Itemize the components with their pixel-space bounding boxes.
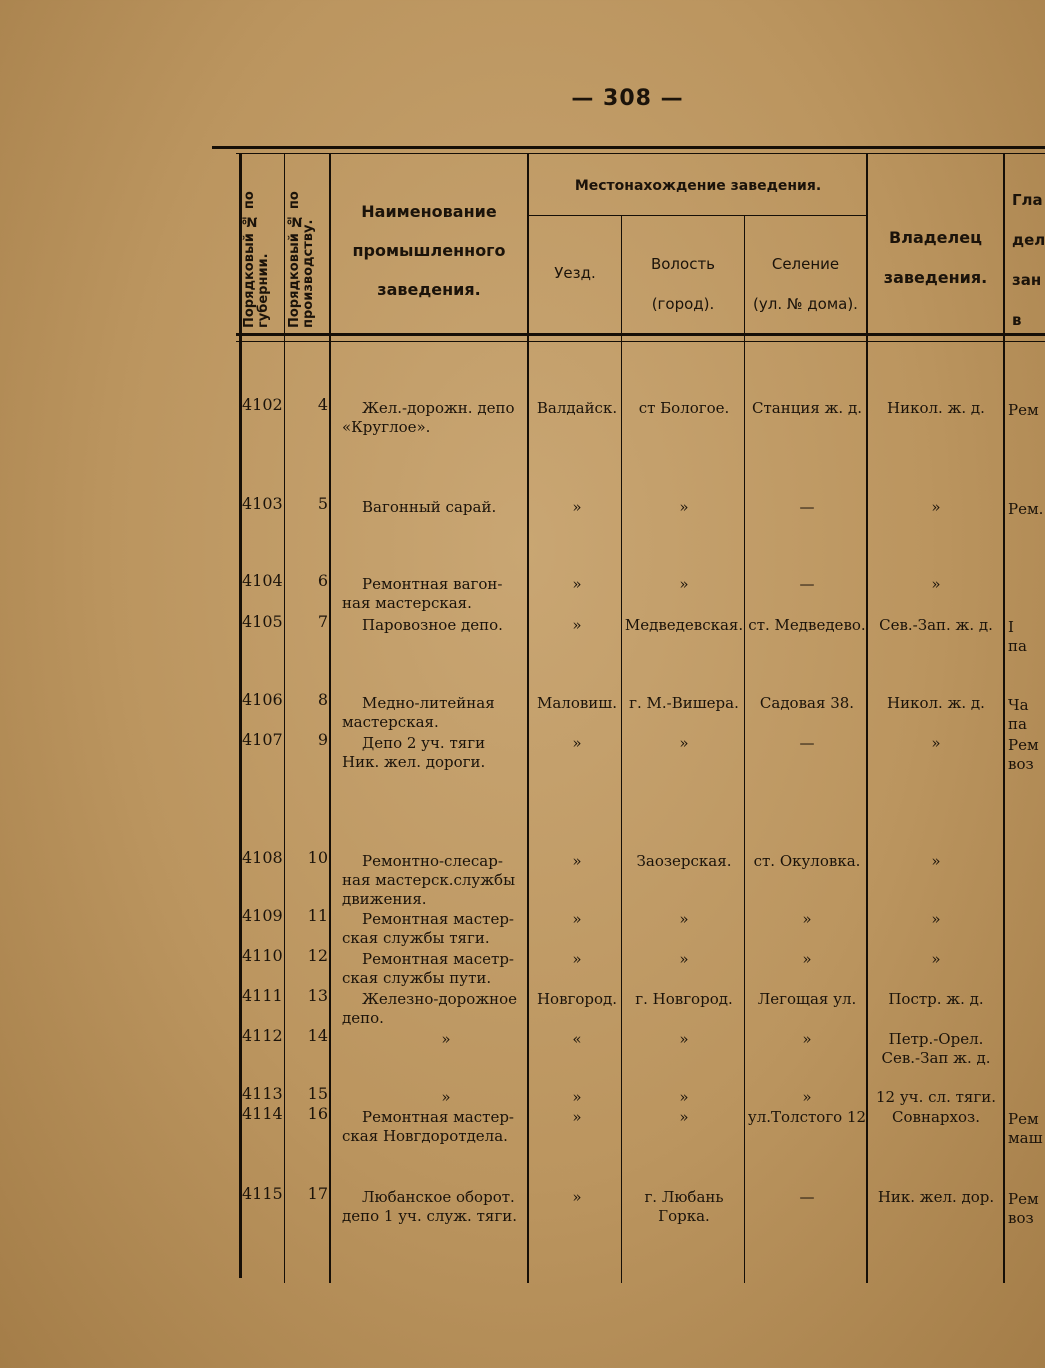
row-prod-number: 11 xyxy=(307,906,328,925)
row-name-line: ская службы пути. xyxy=(342,969,492,987)
header-order-gub-line1: Порядковый № по xyxy=(242,191,257,328)
row-uezd: » xyxy=(572,1108,582,1126)
row-owner-line2: Сев.-Зап ж. д. xyxy=(881,1049,991,1067)
header-order-prod-line2: производству. xyxy=(301,219,316,328)
row-next-col-fragment: Рем xyxy=(1008,401,1039,419)
row-uezd: » xyxy=(572,734,582,752)
header-volost-line1: Волость xyxy=(650,255,716,273)
header-selenie-line1: Селение xyxy=(771,255,840,273)
row-next-col-fragment: воз xyxy=(1008,755,1034,773)
header-owner xyxy=(868,218,1003,298)
header-order-prod xyxy=(288,160,316,328)
page-number: — 308 — xyxy=(571,86,684,111)
row-owner: » xyxy=(931,910,941,928)
row-uezd: » xyxy=(572,575,582,593)
row-name-line: ская службы тяги. xyxy=(342,929,490,947)
row-name-line: » xyxy=(441,1030,451,1048)
row-owner: Постр. ж. д. xyxy=(888,990,984,1008)
header-next-col xyxy=(1012,180,1045,340)
row-volost: Заозерская. xyxy=(636,852,732,870)
row-uezd: » xyxy=(572,1188,582,1206)
row-volost: » xyxy=(679,734,689,752)
row-prod-number: 8 xyxy=(317,690,328,709)
row-gub-number: 4112 xyxy=(242,1026,283,1045)
row-owner: » xyxy=(931,950,941,968)
row-selenie: Садовая 38. xyxy=(759,694,855,712)
row-name-line: Ремонтная мастер- xyxy=(362,910,514,928)
row-uezd: » xyxy=(572,1088,582,1106)
header-name-line1: Наименование xyxy=(361,202,497,221)
row-owner: Совнархоз. xyxy=(892,1108,980,1126)
row-owner: Сев.-Зап. ж. д. xyxy=(879,616,993,634)
row-name-line: Ремонтно-слесар- xyxy=(362,852,503,870)
row-uezd: » xyxy=(572,852,582,870)
row-gub-number: 4103 xyxy=(242,494,283,513)
row-next-col-fragment: Рем xyxy=(1008,1190,1039,1208)
header-selenie-line2: (ул. № дома). xyxy=(753,295,858,313)
row-uezd: Новгород. xyxy=(536,990,618,1008)
row-gub-number: 4102 xyxy=(242,395,283,414)
row-uezd: » xyxy=(572,616,582,634)
row-gub-number: 4104 xyxy=(242,571,283,590)
row-owner: Ник. жел. дор. xyxy=(877,1188,995,1206)
row-name-line: Ремонтная мастер- xyxy=(362,1108,514,1126)
row-volost: ст Бологое. xyxy=(638,399,730,417)
row-volost: » xyxy=(679,950,689,968)
row-gub-number: 4107 xyxy=(242,730,283,749)
row-selenie: ст. Медведево. xyxy=(748,616,866,634)
row-gub-number: 4113 xyxy=(242,1084,283,1103)
column-rule xyxy=(329,153,331,1283)
row-prod-number: 10 xyxy=(307,848,328,867)
row-owner: Петр.-Орел. xyxy=(888,1030,984,1048)
row-prod-number: 15 xyxy=(307,1084,328,1103)
row-uezd: » xyxy=(572,910,582,928)
row-gub-number: 4115 xyxy=(242,1184,283,1203)
row-gub-number: 4109 xyxy=(242,906,283,925)
row-next-col-fragment: Рем xyxy=(1008,736,1039,754)
header-name-line2: промышленного xyxy=(352,241,506,260)
row-gub-number: 4110 xyxy=(242,946,283,965)
row-gub-number: 4111 xyxy=(242,986,283,1005)
row-name-line: Ремонтная вагон- xyxy=(362,575,503,593)
row-owner: » xyxy=(931,498,941,516)
row-selenie: » xyxy=(802,950,812,968)
header-next-col-line3: зан xyxy=(1012,271,1042,289)
column-rule xyxy=(284,153,285,1283)
row-uezd: » xyxy=(572,498,582,516)
row-uezd: Маловиш. xyxy=(536,694,618,712)
row-name-line: депо 1 уч. служ. тяги. xyxy=(342,1207,517,1225)
row-name-line: Медно-литейная xyxy=(362,694,495,712)
row-prod-number: 5 xyxy=(317,494,328,513)
row-volost: » xyxy=(679,575,689,593)
row-prod-number: 4 xyxy=(317,395,328,414)
row-name-line: Ник. жел. дороги. xyxy=(342,753,486,771)
row-name-line: Вагонный сарай. xyxy=(362,498,497,516)
header-next-col-line1: Гла xyxy=(1012,191,1043,209)
header-bottom-rule-thin xyxy=(236,341,1045,342)
header-location: Местонахождение заведения. xyxy=(574,178,822,194)
header-order-gub xyxy=(243,160,271,328)
row-volost: » xyxy=(679,1030,689,1048)
row-uezd: Валдайск. xyxy=(536,399,618,417)
header-next-col-line2: дел xyxy=(1012,231,1045,249)
row-prod-number: 17 xyxy=(307,1184,328,1203)
row-volost: Медведевская. xyxy=(624,616,744,634)
row-name-line: ная мастерская. xyxy=(342,594,472,612)
row-gub-number: 4106 xyxy=(242,690,283,709)
row-volost: » xyxy=(679,910,689,928)
row-name-line: Депо 2 уч. тяги xyxy=(362,734,486,752)
row-next-col-fragment: маш xyxy=(1008,1129,1043,1147)
row-selenie: — xyxy=(799,575,815,593)
row-uezd: « xyxy=(572,1030,582,1048)
header-next-col-line4: в xyxy=(1012,311,1022,329)
row-next-col-fragment: Ча xyxy=(1008,696,1029,714)
row-volost-line2: Горка. xyxy=(658,1207,710,1225)
row-name-line: Жел.-дорожн. депо xyxy=(362,399,515,417)
row-next-col-fragment: I xyxy=(1008,618,1014,636)
row-owner: Никол. ж. д. xyxy=(887,399,985,417)
row-next-col-fragment: Рем. xyxy=(1008,500,1044,518)
row-selenie: Станция ж. д. xyxy=(752,399,862,417)
row-selenie: » xyxy=(802,910,812,928)
row-name-line: депо. xyxy=(342,1009,384,1027)
header-order-gub-line2: губернии. xyxy=(256,253,271,328)
row-uezd: » xyxy=(572,950,582,968)
location-subheader-rule xyxy=(529,215,867,216)
row-name-line: «Круглое». xyxy=(342,418,431,436)
row-gub-number: 4114 xyxy=(242,1104,283,1123)
header-owner-line2: заведения. xyxy=(883,268,988,287)
row-volost: » xyxy=(679,1088,689,1106)
row-gub-number: 4105 xyxy=(242,612,283,631)
row-name-line: Железно-дорожное xyxy=(362,990,518,1008)
row-selenie: — xyxy=(799,498,815,516)
row-prod-number: 14 xyxy=(307,1026,328,1045)
header-volost xyxy=(622,244,744,324)
row-prod-number: 9 xyxy=(317,730,328,749)
header-bottom-rule xyxy=(236,333,1045,336)
row-volost: г. Любань xyxy=(644,1188,724,1206)
header-order-prod-line1: Порядковый № по xyxy=(287,191,302,328)
header-uezd: Уезд. xyxy=(554,264,596,282)
row-volost: г. М.-Вишера. xyxy=(629,694,739,712)
table-top-rule-thin xyxy=(236,153,1045,154)
row-name-line: Ремонтная масетр- xyxy=(362,950,514,968)
row-name-line: Любанское оборот. xyxy=(362,1188,515,1206)
row-selenie: — xyxy=(799,1188,815,1206)
row-name-line: движения. xyxy=(342,890,427,908)
row-volost: » xyxy=(679,498,689,516)
row-volost: г. Новгород. xyxy=(635,990,733,1008)
header-selenie xyxy=(745,244,866,324)
row-selenie: Легощая ул. xyxy=(757,990,857,1008)
row-name-line: ная мастерск.службы xyxy=(342,871,516,889)
row-gub-number: 4108 xyxy=(242,848,283,867)
row-next-col-fragment: Рем xyxy=(1008,1110,1039,1128)
row-volost: » xyxy=(679,1108,689,1126)
row-next-col-fragment: па xyxy=(1008,715,1027,733)
row-selenie: » xyxy=(802,1088,812,1106)
row-name-line: мастерская. xyxy=(342,713,439,731)
row-owner: 12 уч. сл. тяги. xyxy=(876,1088,996,1106)
row-prod-number: 6 xyxy=(317,571,328,590)
row-next-col-fragment: па xyxy=(1008,637,1027,655)
row-owner: » xyxy=(931,734,941,752)
row-name-line: ская Новгдоротдела. xyxy=(342,1127,508,1145)
header-name xyxy=(331,192,527,309)
row-selenie: — xyxy=(799,734,815,752)
row-prod-number: 13 xyxy=(307,986,328,1005)
row-owner: » xyxy=(931,575,941,593)
row-selenie: » xyxy=(802,1030,812,1048)
row-prod-number: 12 xyxy=(307,946,328,965)
row-owner: Никол. ж. д. xyxy=(887,694,985,712)
row-name-line: Паровозное депо. xyxy=(362,616,503,634)
row-next-col-fragment: воз xyxy=(1008,1209,1034,1227)
header-owner-line1: Владелец xyxy=(889,228,982,247)
row-selenie: ул.Толстого 12 xyxy=(747,1108,867,1126)
header-volost-line2: (город). xyxy=(651,295,715,313)
row-prod-number: 16 xyxy=(307,1104,328,1123)
row-prod-number: 7 xyxy=(317,612,328,631)
row-selenie: ст. Окуловка. xyxy=(753,852,861,870)
header-name-line3: заведения. xyxy=(377,280,481,299)
row-name-line: » xyxy=(441,1088,451,1106)
table-top-rule xyxy=(212,146,1045,149)
row-owner: » xyxy=(931,852,941,870)
